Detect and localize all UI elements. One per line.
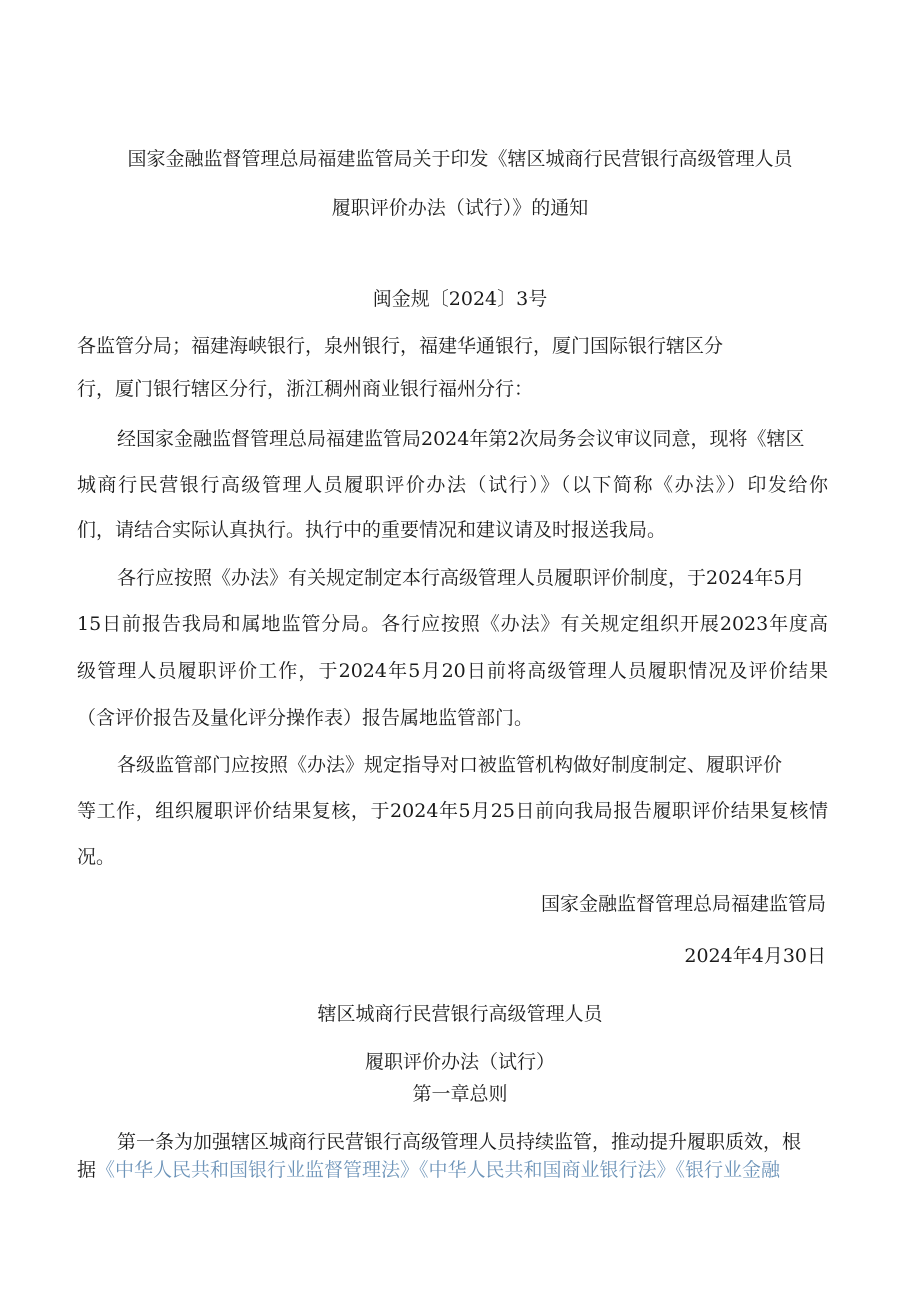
- recipients-line2: 行，厦门银行辖区分行，浙江稠州商业银行福州分行：: [77, 378, 534, 400]
- chapter-heading: 第一章总则: [412, 1083, 508, 1105]
- paragraph-2-line3: 级管理人员履职评价工作，于2024年5月20日前将高级管理人员履职情况及评价结果: [77, 660, 828, 682]
- paragraph-3-line3: 况。: [77, 846, 116, 868]
- paragraph-2-line2: 15日前报告我局和属地监管分局。各行应按照《办法》有关规定组织开展2023年度高: [77, 613, 828, 635]
- paragraph-1-line2: 城商行民营银行高级管理人员履职评价办法（试行）》（以下简称《办法》）印发给你: [77, 474, 828, 496]
- attachment-title-line2: 履职评价办法（试行）: [364, 1051, 555, 1073]
- doc-title-line1: 国家金融监督管理总局福建监管局关于印发《辖区城商行民营银行高级管理人员: [127, 148, 793, 170]
- signature-date: 2024年4月30日: [684, 945, 826, 967]
- signature-org: 国家金融监督管理总局福建监管局: [540, 893, 826, 915]
- paragraph-2-line4: （含评价报告及量化评分操作表）报告属地监管部门。: [77, 707, 534, 729]
- article-1-line1: 第一条为加强辖区城商行民营银行高级管理人员持续监管，推动提升履职质效，根: [117, 1131, 802, 1153]
- attachment-title-line1: 辖区城商行民营银行高级管理人员: [317, 1003, 603, 1025]
- paragraph-1-line1: 经国家金融监督管理总局福建监管局2024年第2次局务会议审议同意，现将《辖区: [117, 428, 805, 450]
- paragraph-3-line2: 等工作，组织履职评价结果复核，于2024年5月25日前向我局报告履职评价结果复核情: [77, 800, 828, 822]
- doc-number: 闽金规〔2024〕3号: [372, 288, 548, 310]
- law-link-commercial-bank[interactable]: 《中华人民共和国商业银行法》: [419, 1159, 676, 1181]
- article-1-prefix: 据: [77, 1159, 97, 1181]
- law-link-banking-supervision[interactable]: 《中华人民共和国银行业监督管理法》: [96, 1159, 420, 1181]
- article-1-line2: [77, 1158, 780, 1182]
- law-link-banking-finance[interactable]: 《银行业金融: [675, 1159, 781, 1181]
- recipients-line1: 各监管分局；福建海峡银行，泉州银行，福建华通银行，厦门国际银行辖区分: [77, 335, 724, 357]
- doc-title-line2: 履职评价办法（试行）》的通知: [331, 197, 589, 219]
- paragraph-3-line1: 各级监管部门应按照《办法》规定指导对口被监管机构做好制度制定、履职评价: [117, 754, 783, 776]
- paragraph-1-line3: 们，请结合实际认真执行。执行中的重要情况和建议请及时报送我局。: [77, 519, 667, 541]
- paragraph-2-line1: 各行应按照《办法》有关规定制定本行高级管理人员履职评价制度，于2024年5月: [117, 567, 805, 589]
